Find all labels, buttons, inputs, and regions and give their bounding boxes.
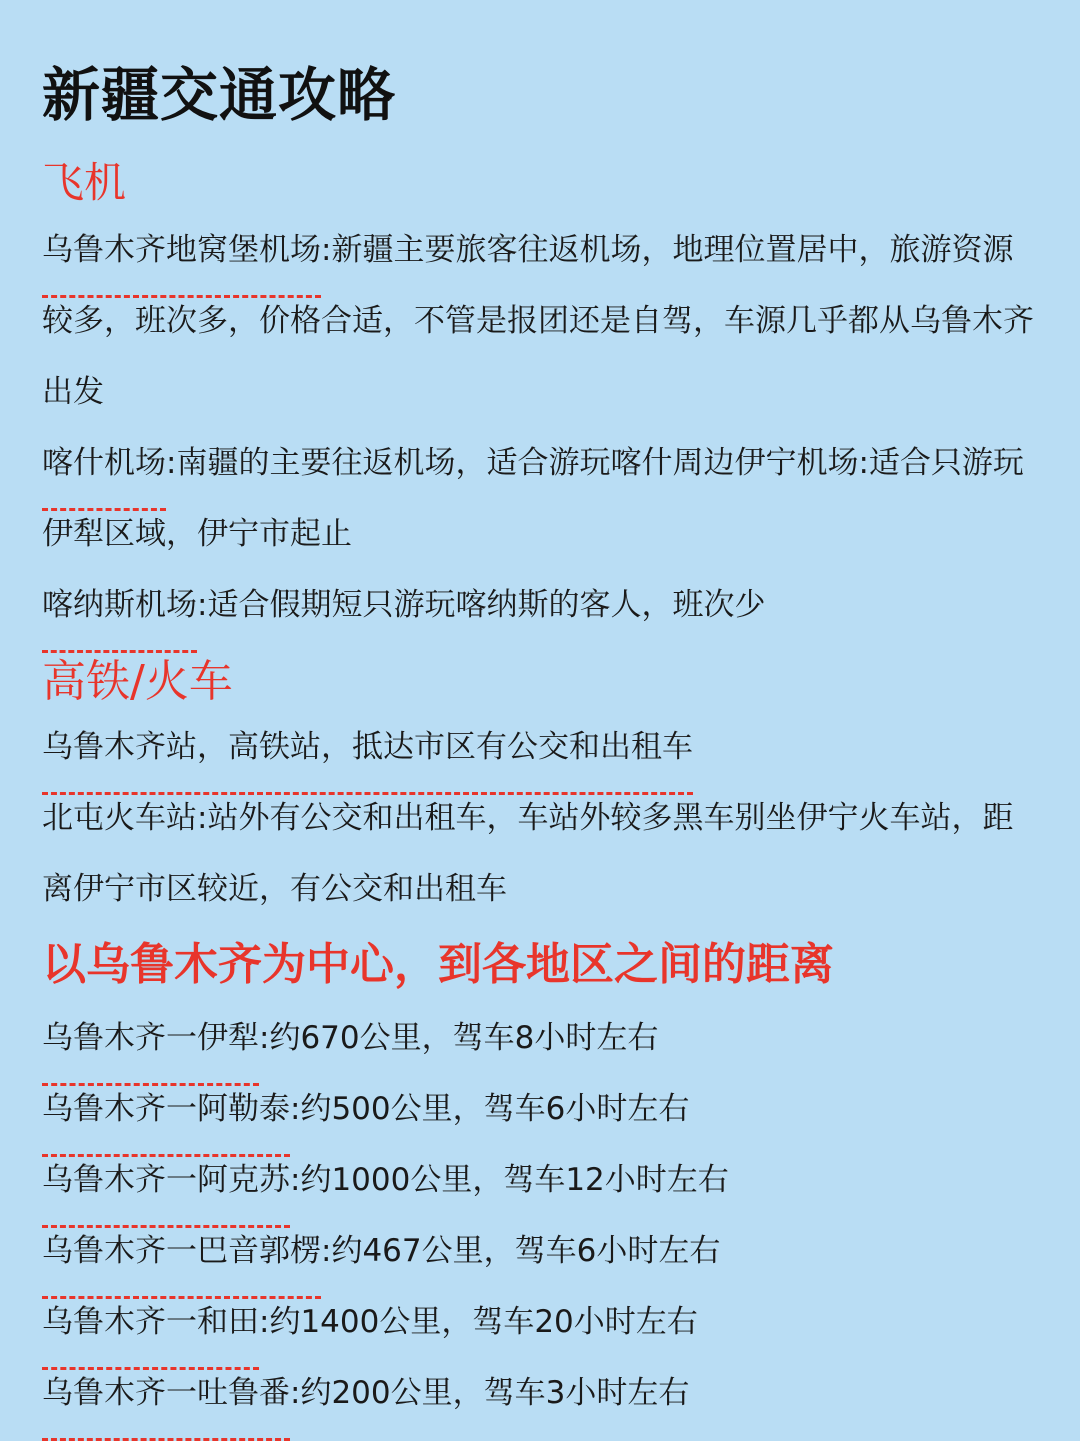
section-heading-distance: 以乌鲁木齐为中心，到各地区之间的距离: [42, 939, 834, 990]
section-heading-rail: 高铁/火车: [42, 656, 233, 707]
route-name: 乌鲁木齐一阿克苏: [42, 1145, 290, 1216]
rail-item-urumqi: [42, 712, 693, 783]
separator: :: [321, 232, 332, 268]
page-title: 新疆交通攻略: [42, 61, 397, 129]
route-desc: :约200公里，驾车3小时左右: [290, 1375, 690, 1411]
route-name: 乌鲁木齐一伊犁: [42, 1003, 259, 1074]
distance-item: [42, 1074, 689, 1145]
route-name: 乌鲁木齐一阿勒泰: [42, 1074, 290, 1145]
distance-item: [42, 1216, 720, 1287]
route-desc: :约467公里，驾车6小时左右: [321, 1233, 721, 1269]
separator: :: [166, 445, 177, 481]
route-desc: :约1400公里，驾车20小时左右: [259, 1304, 698, 1340]
airport-paragraph-urumqi: [42, 215, 1042, 428]
rail-paragraph-beitun: 北屯火车站:站外有公交和出租车，车站外较多黑车别坐伊宁火车站，距离伊宁市区较近，有公交和出租车: [42, 800, 1014, 907]
route-desc: :约1000公里，驾车12小时左右: [290, 1162, 729, 1198]
airport-name-kashgar: 喀什机场: [42, 428, 166, 499]
airport-desc-kanas: 适合假期短只游玩喀纳斯的客人，班次少: [207, 587, 766, 623]
distance-item: [42, 1287, 698, 1358]
airport-paragraph-kashgar: [42, 428, 1042, 570]
airport-name-kanas: 喀纳斯机场: [42, 570, 197, 641]
route-name: 乌鲁木齐一吐鲁番: [42, 1358, 290, 1429]
rail-name-urumqi: 乌鲁木齐站，高铁站，抵达市区有公交和出租车: [42, 712, 693, 783]
airport-name-urumqi: 乌鲁木齐地窝堡机场: [42, 215, 321, 286]
distance-item: [42, 1003, 658, 1074]
separator: :: [197, 587, 208, 623]
distance-item: [42, 1145, 729, 1216]
airport-desc-kashgar: 南疆的主要往返机场，适合游玩喀什周边伊宁机场:适合只游玩伊犁区域，伊宁市起止: [42, 445, 1024, 552]
section-heading-plane: 飞机: [42, 158, 127, 207]
route-desc: :约500公里，驾车6小时左右: [290, 1091, 690, 1127]
distance-item: [42, 1358, 689, 1429]
route-desc: :约670公里，驾车8小时左右: [259, 1020, 659, 1056]
route-name: 乌鲁木齐一巴音郭楞: [42, 1216, 321, 1287]
airport-desc-urumqi: 新疆主要旅客往返机场，地理位置居中，旅游资源较多，班次多，价格合适，不管是报团还是自驾，车源几乎都从乌鲁木齐出发: [42, 232, 1034, 410]
route-name: 乌鲁木齐一和田: [42, 1287, 259, 1358]
airport-paragraph-kanas: [42, 570, 1042, 641]
